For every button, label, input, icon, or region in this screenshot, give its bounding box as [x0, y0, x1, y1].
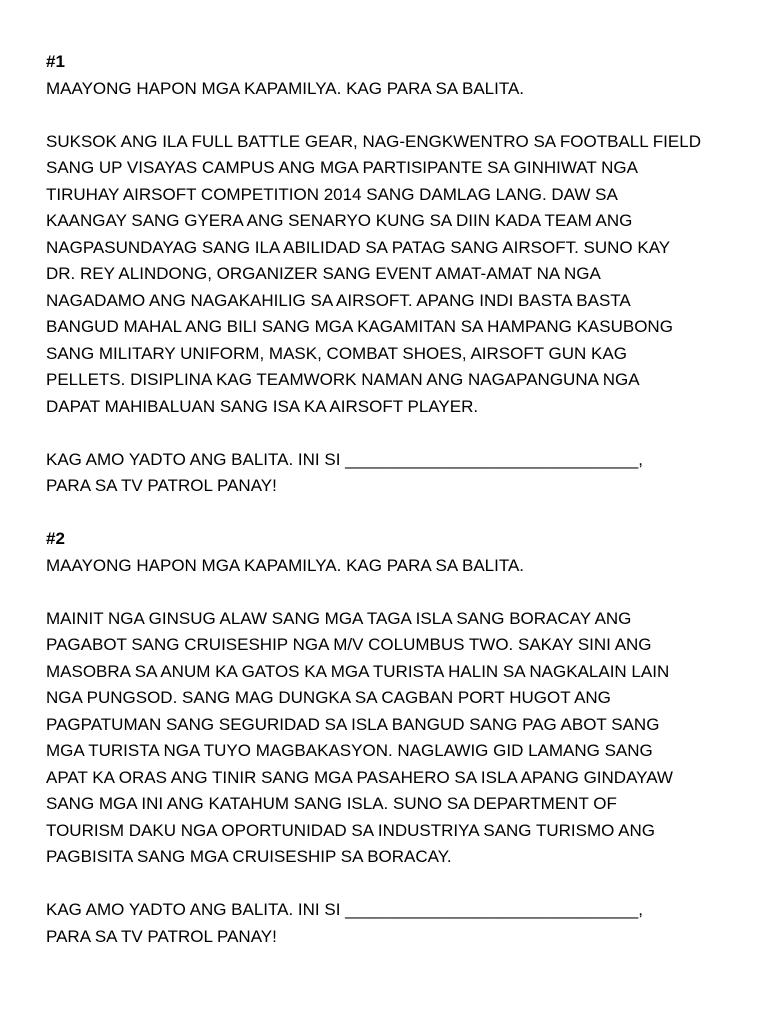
story-1-body-line: BANGUD MAHAL ANG BILI SANG MGA KAGAMITAN SA HAMPANG KASUBONG	[46, 317, 673, 336]
paragraph-gap	[46, 579, 736, 606]
story-2-body-line: TOURISM DAKU NGA OPORTUNIDAD SA INDUSTRIYA SANG TURISMO ANG	[46, 820, 655, 840]
story-1-body-line: DAPAT MAHIBALUAN SANG ISA KA AIRSOFT PLAYER.	[46, 396, 479, 416]
story-2-body-line: MASOBRA SA ANUM KA GATOS KA MGA TURISTA HALIN SA NAGKALAIN LAIN	[46, 661, 670, 681]
paragraph-gap	[46, 420, 736, 447]
story-1-heading: #1	[46, 52, 65, 71]
story-1-body-line: SANG UP VISAYAS CAMPUS ANG MGA PARTISIPANTE SA GINHIWAT NGA	[46, 158, 638, 177]
story-1-body-line: DR. REY ALINDONG, ORGANIZER SANG EVENT AMAT-AMAT NA NGA	[46, 264, 601, 283]
story-2-signoff-station: PARA SA TV PATROL PANAY!	[46, 926, 277, 946]
story-1-signoff: KAG AMO YADTO ANG BALITA. INI SI _______________________________,	[46, 449, 643, 469]
story-2-body-line: PAGPATUMAN SANG SEGURIDAD SA ISLA BANGUD SANG PAG ABOT SANG	[46, 714, 660, 734]
story-2-heading: #2	[46, 529, 65, 548]
story-2-body	[46, 606, 736, 871]
story-2-body-line: MGA TURISTA NGA TUYO MAGBAKASYON. NAGLAWIG GID LAMANG SANG	[46, 741, 653, 760]
story-2-body-line: SANG MGA INI ANG KATAHUM SANG ISLA. SUNO SA DEPARTMENT OF	[46, 794, 617, 813]
story-2	[46, 526, 736, 950]
story-2-body-line: APAT KA ORAS ANG TINIR SANG MGA PASAHERO SA ISLA APANG GINDAYAW	[46, 767, 673, 787]
story-1-greeting: MAAYONG HAPON MGA KAPAMILYA. KAG PARA SA BALITA.	[46, 78, 525, 98]
story-1	[46, 49, 736, 500]
story-1-body-line: PELLETS. DISIPLINA KAG TEAMWORK NAMAN ANG NAGAPANGUNA NGA	[46, 370, 640, 389]
story-1-body-line: TIRUHAY AIRSOFT COMPETITION 2014 SANG DAMLAG LANG. DAW SA	[46, 184, 618, 204]
story-1-body-line: SUKSOK ANG ILA FULL BATTLE GEAR, NAG-ENGKWENTRO SA FOOTBALL FIELD	[46, 131, 701, 151]
story-1-signoff-station: PARA SA TV PATROL PANAY!	[46, 476, 277, 495]
story-2-body-line: NGA PUNGSOD. SANG MAG DUNGKA SA CAGBAN PORT HUGOT ANG	[46, 688, 611, 707]
story-2-greeting: MAAYONG HAPON MGA KAPAMILYA. KAG PARA SA BALITA.	[46, 555, 525, 575]
story-2-signoff: KAG AMO YADTO ANG BALITA. INI SI _______________________________,	[46, 900, 643, 919]
story-1-body	[46, 129, 736, 421]
story-2-body-line: PAGBISITA SANG MGA CRUISESHIP SA BORACAY.	[46, 847, 452, 866]
section-gap	[46, 500, 736, 527]
story-2-body-line: MAINIT NGA GINSUG ALAW SANG MGA TAGA ISLA SANG BORACAY ANG	[46, 608, 632, 628]
story-1-body-line: NAGADAMO ANG NAGAKAHILIG SA AIRSOFT. APANG INDI BASTA BASTA	[46, 290, 631, 310]
story-1-body-line: KAANGAY SANG GYERA ANG SENARYO KUNG SA DIIN KADA TEAM ANG	[46, 211, 633, 230]
story-2-body-line: PAGABOT SANG CRUISESHIP NGA M/V COLUMBUS TWO. SAKAY SINI ANG	[46, 635, 652, 654]
paragraph-gap	[46, 102, 736, 129]
story-1-body-line: SANG MILITARY UNIFORM, MASK, COMBAT SHOES, AIRSOFT GUN KAG	[46, 343, 627, 363]
document-page	[46, 49, 736, 950]
paragraph-gap	[46, 871, 736, 898]
story-1-body-line: NAGPASUNDAYAG SANG ILA ABILIDAD SA PATAG SANG AIRSOFT. SUNO KAY	[46, 237, 671, 257]
